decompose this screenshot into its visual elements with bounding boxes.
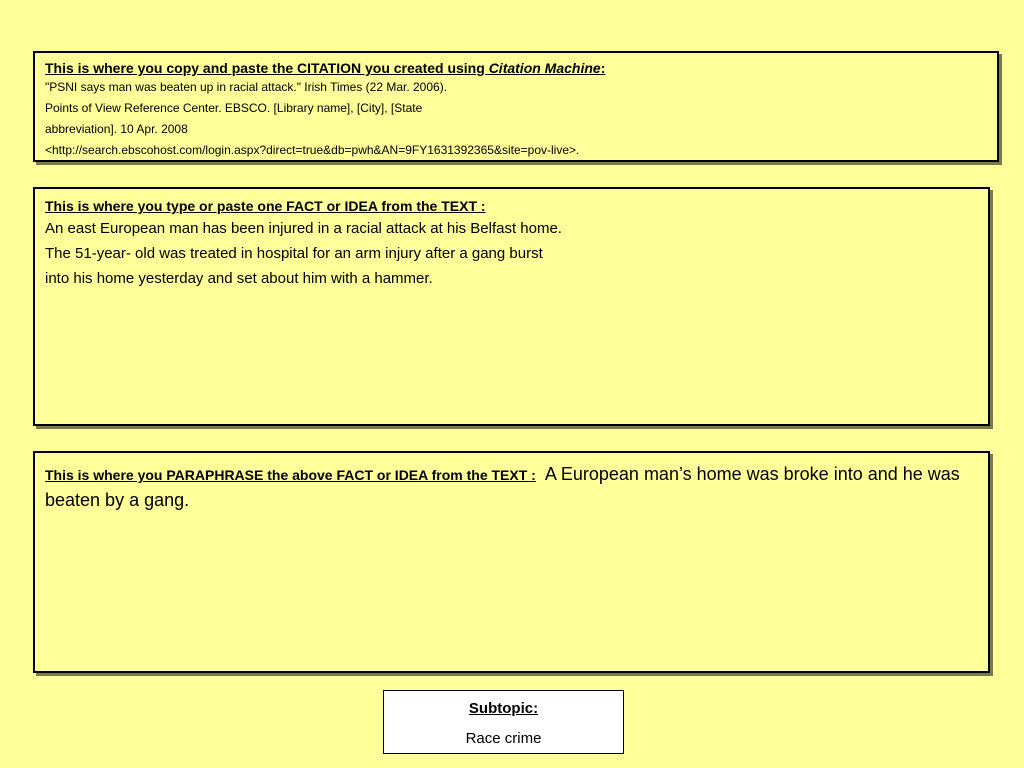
fact-box[interactable] bbox=[33, 187, 990, 426]
citation-heading: This is where you copy and paste the CITATION you created using Citation Machine: bbox=[45, 60, 606, 76]
paraphrase-text: A European man’s home was broke into and he was beaten by a gang. bbox=[45, 464, 960, 510]
paraphrase-content bbox=[45, 462, 978, 513]
subtopic-box[interactable] bbox=[383, 690, 624, 754]
citation-machine-label: Citation Machine bbox=[488, 60, 601, 76]
fact-line-2: The 51-year- old was treated in hospital for an arm injury after a gang burst bbox=[45, 245, 543, 262]
citation-box[interactable] bbox=[33, 51, 999, 162]
subtopic-heading: Subtopic: bbox=[468, 700, 539, 717]
citation-line-2: Points of View Reference Center. EBSCO. [Library name], [City], [State bbox=[45, 101, 423, 115]
subtopic-value: Race crime bbox=[465, 730, 542, 747]
citation-line-4: <http://search.ebscohost.com/login.aspx?direct=true&db=pwh&AN=9FY1631392365&site=pov-live>. bbox=[45, 143, 580, 157]
paraphrase-heading: This is where you PARAPHRASE the above FACT or IDEA from the TEXT : bbox=[45, 467, 536, 483]
fact-line-3: into his home yesterday and set about him with a hammer. bbox=[45, 270, 433, 287]
citation-line-3: abbreviation]. 10 Apr. 2008 bbox=[45, 122, 188, 136]
paraphrase-box[interactable] bbox=[33, 451, 990, 673]
fact-heading: This is where you type or paste one FACT or IDEA from the TEXT : bbox=[45, 198, 486, 214]
citation-line-1: "PSNI says man was beaten up in racial attack." Irish Times (22 Mar. 2006). bbox=[45, 80, 448, 94]
fact-line-1: An east European man has been injured in a racial attack at his Belfast home. bbox=[45, 220, 562, 237]
